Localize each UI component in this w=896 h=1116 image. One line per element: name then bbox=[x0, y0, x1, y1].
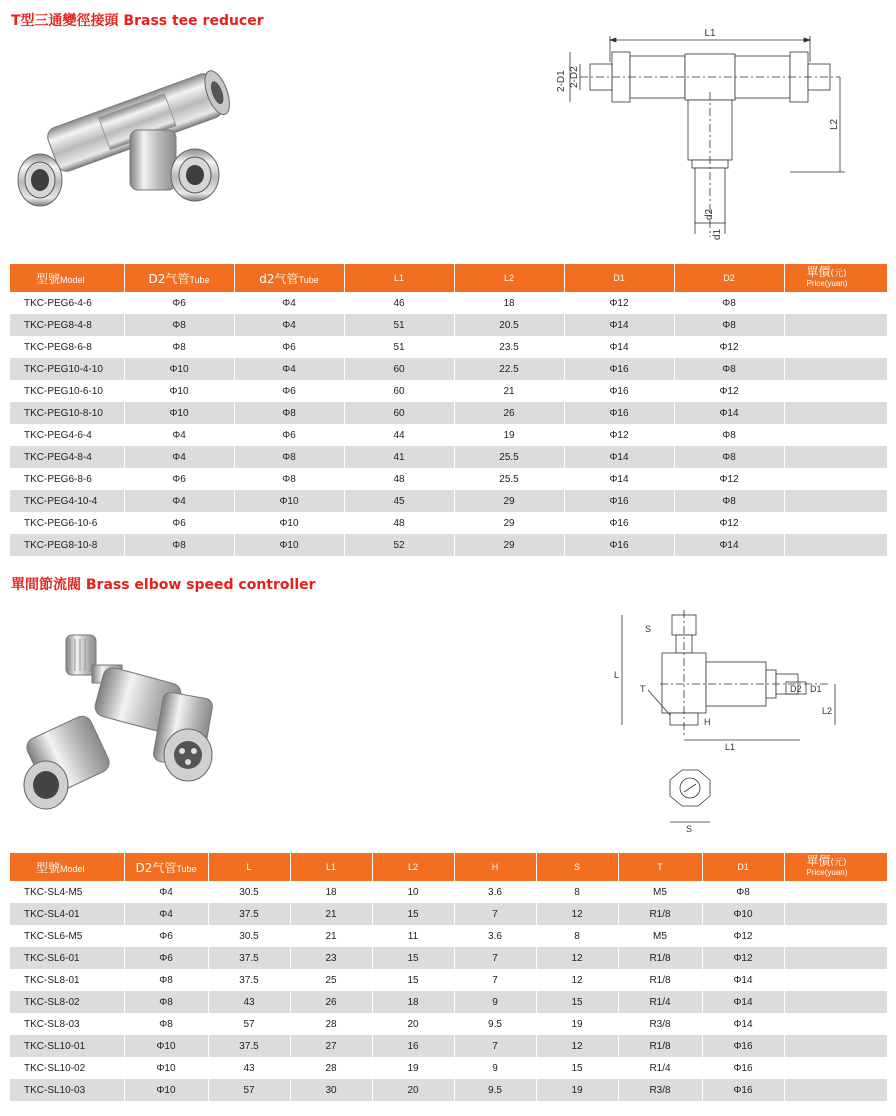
table-cell: 7 bbox=[454, 1035, 536, 1057]
table-cell: Φ6 bbox=[234, 380, 344, 402]
dim-L2: L2 bbox=[829, 118, 840, 130]
table-cell: TKC-SL10-01 bbox=[10, 1035, 124, 1057]
column-header: H bbox=[454, 853, 536, 881]
table-cell: 23.5 bbox=[454, 336, 564, 358]
column-header: 單價(元) Price(yuan) bbox=[784, 853, 887, 881]
table-cell: 43 bbox=[208, 1057, 290, 1079]
table-row bbox=[10, 314, 887, 336]
table-row bbox=[10, 512, 887, 534]
table-cell: Φ8 bbox=[674, 424, 784, 446]
table-cell: 26 bbox=[290, 991, 372, 1013]
table-cell: Φ8 bbox=[674, 292, 784, 314]
table-row bbox=[10, 903, 887, 925]
table-row bbox=[10, 380, 887, 402]
table-cell: Φ6 bbox=[124, 468, 234, 490]
dim-T: T bbox=[640, 684, 646, 694]
table-cell: 37.5 bbox=[208, 903, 290, 925]
table-cell: Φ8 bbox=[234, 402, 344, 424]
dim-L1: L1 bbox=[704, 28, 716, 39]
table-cell: Φ6 bbox=[124, 512, 234, 534]
column-header: 型號Model bbox=[10, 853, 124, 881]
table-cell: Φ4 bbox=[124, 446, 234, 468]
table-cell: 20 bbox=[372, 1079, 454, 1101]
table-header-row bbox=[10, 264, 887, 292]
table-cell bbox=[784, 424, 887, 446]
table-cell: TKC-PEG6-8-6 bbox=[10, 468, 124, 490]
table-cell: 37.5 bbox=[208, 969, 290, 991]
table-cell: Φ8 bbox=[234, 446, 344, 468]
table-cell: Φ8 bbox=[702, 881, 784, 903]
table-cell: Φ8 bbox=[674, 314, 784, 336]
table-cell bbox=[784, 336, 887, 358]
table-cell: M5 bbox=[618, 925, 702, 947]
column-header: T bbox=[618, 853, 702, 881]
table-cell: 25.5 bbox=[454, 446, 564, 468]
table-cell: Φ16 bbox=[564, 534, 674, 556]
table-cell: TKC-PEG10-6-10 bbox=[10, 380, 124, 402]
table-cell: Φ10 bbox=[124, 358, 234, 380]
table-cell bbox=[784, 534, 887, 556]
table-cell: TKC-PEG6-10-6 bbox=[10, 512, 124, 534]
dim-H: H bbox=[704, 717, 711, 727]
column-header: D2 bbox=[674, 264, 784, 292]
table-cell: Φ16 bbox=[564, 402, 674, 424]
table-cell: 23 bbox=[290, 947, 372, 969]
table-cell: 48 bbox=[344, 468, 454, 490]
table-cell bbox=[784, 292, 887, 314]
table-cell: Φ14 bbox=[564, 314, 674, 336]
table-cell: Φ16 bbox=[702, 1079, 784, 1101]
table-cell: 37.5 bbox=[208, 1035, 290, 1057]
table-cell: TKC-PEG8-10-8 bbox=[10, 534, 124, 556]
table-cell: 8 bbox=[536, 925, 618, 947]
table-cell: Φ10 bbox=[124, 1079, 208, 1101]
table-cell: 25.5 bbox=[454, 468, 564, 490]
dim-2D2: 2-D2 bbox=[569, 66, 580, 88]
table-cell: 3.6 bbox=[454, 925, 536, 947]
table-cell bbox=[784, 1057, 887, 1079]
table-cell: 16 bbox=[372, 1035, 454, 1057]
table-cell: TKC-SL6-01 bbox=[10, 947, 124, 969]
table-cell: TKC-SL10-02 bbox=[10, 1057, 124, 1079]
table-cell: 18 bbox=[372, 991, 454, 1013]
dim-D2-sc: D2 bbox=[790, 684, 802, 694]
column-header: 型號Model bbox=[10, 264, 124, 292]
table-cell: Φ8 bbox=[124, 969, 208, 991]
table-cell: 15 bbox=[372, 969, 454, 991]
dim-S-nut: S bbox=[686, 824, 693, 834]
table-cell: 18 bbox=[454, 292, 564, 314]
table-row bbox=[10, 991, 887, 1013]
column-header: d2气管Tube bbox=[234, 264, 344, 292]
table-cell: Φ10 bbox=[124, 1035, 208, 1057]
table-cell: 12 bbox=[536, 969, 618, 991]
speed-controller-table bbox=[10, 853, 888, 1101]
column-header: L1 bbox=[344, 264, 454, 292]
table-row bbox=[10, 402, 887, 424]
table-cell bbox=[784, 925, 887, 947]
table-cell: TKC-SL4-01 bbox=[10, 903, 124, 925]
table-cell: Φ12 bbox=[702, 947, 784, 969]
column-header: L bbox=[208, 853, 290, 881]
table-cell: 9 bbox=[454, 1057, 536, 1079]
table-cell: 45 bbox=[344, 490, 454, 512]
table-cell: 20 bbox=[372, 1013, 454, 1035]
dim-L2-sc: L2 bbox=[822, 706, 833, 716]
table-cell: Φ16 bbox=[564, 380, 674, 402]
table-cell: Φ14 bbox=[564, 468, 674, 490]
table-row bbox=[10, 534, 887, 556]
table-cell: 26 bbox=[454, 402, 564, 424]
section1-title: T型三通變徑接頭 Brass tee reducer bbox=[11, 13, 264, 29]
table-row bbox=[10, 1013, 887, 1035]
table-cell: 7 bbox=[454, 903, 536, 925]
table-row bbox=[10, 881, 887, 903]
section2-title: 單間節流閥 Brass elbow speed controller bbox=[11, 577, 316, 593]
column-header: D2气管Tube bbox=[124, 264, 234, 292]
table-row bbox=[10, 925, 887, 947]
table-cell: Φ8 bbox=[124, 314, 234, 336]
table-cell: Φ6 bbox=[124, 925, 208, 947]
table-cell: 46 bbox=[344, 292, 454, 314]
table-cell: Φ12 bbox=[674, 380, 784, 402]
table-cell: Φ10 bbox=[124, 402, 234, 424]
table-cell: Φ16 bbox=[564, 512, 674, 534]
table-cell: 18 bbox=[290, 881, 372, 903]
table-cell: 9.5 bbox=[454, 1079, 536, 1101]
table-cell: Φ16 bbox=[702, 1035, 784, 1057]
table-cell: Φ4 bbox=[124, 881, 208, 903]
table-cell: Φ10 bbox=[234, 512, 344, 534]
speed-controller-photo bbox=[18, 625, 218, 825]
table-row bbox=[10, 424, 887, 446]
table-cell: 30 bbox=[290, 1079, 372, 1101]
table-cell: R3/8 bbox=[618, 1013, 702, 1035]
column-header: 單價(元) Price(yuan) bbox=[784, 264, 887, 292]
table-cell: 30.5 bbox=[208, 881, 290, 903]
table-cell: TKC-PEG6-4-6 bbox=[10, 292, 124, 314]
table-cell: Φ4 bbox=[234, 358, 344, 380]
tee-reducer-photo bbox=[10, 40, 260, 220]
table-cell: 60 bbox=[344, 380, 454, 402]
table-cell: TKC-PEG8-4-8 bbox=[10, 314, 124, 336]
table-cell bbox=[784, 380, 887, 402]
table-cell bbox=[784, 903, 887, 925]
column-header: D1 bbox=[702, 853, 784, 881]
table-cell: Φ12 bbox=[674, 336, 784, 358]
table-row bbox=[10, 1079, 887, 1101]
table-cell: R1/8 bbox=[618, 903, 702, 925]
column-header: D1 bbox=[564, 264, 674, 292]
table-cell: R1/4 bbox=[618, 1057, 702, 1079]
table-cell: Φ4 bbox=[124, 903, 208, 925]
table-cell: 60 bbox=[344, 402, 454, 424]
table-cell bbox=[784, 446, 887, 468]
table-cell: 12 bbox=[536, 1035, 618, 1057]
table-cell: Φ12 bbox=[674, 468, 784, 490]
column-header: L2 bbox=[372, 853, 454, 881]
table-cell bbox=[784, 402, 887, 424]
table-cell: 21 bbox=[290, 925, 372, 947]
table-cell: 12 bbox=[536, 947, 618, 969]
column-header: D2气管Tube bbox=[124, 853, 208, 881]
table-cell: 15 bbox=[372, 903, 454, 925]
table-cell: 28 bbox=[290, 1013, 372, 1035]
table-cell: TKC-SL4-M5 bbox=[10, 881, 124, 903]
table-cell: Φ8 bbox=[674, 358, 784, 380]
table-cell bbox=[784, 490, 887, 512]
table-cell: Φ12 bbox=[564, 424, 674, 446]
table-cell bbox=[784, 1035, 887, 1057]
table-cell bbox=[784, 881, 887, 903]
table-cell: 10 bbox=[372, 881, 454, 903]
table-cell: 25 bbox=[290, 969, 372, 991]
table-cell: 7 bbox=[454, 969, 536, 991]
table-cell: TKC-SL8-01 bbox=[10, 969, 124, 991]
table-cell: 48 bbox=[344, 512, 454, 534]
table-cell: 29 bbox=[454, 534, 564, 556]
table-cell: 28 bbox=[290, 1057, 372, 1079]
table-cell: 22.5 bbox=[454, 358, 564, 380]
table-cell: TKC-PEG10-8-10 bbox=[10, 402, 124, 424]
table-cell: TKC-PEG4-10-4 bbox=[10, 490, 124, 512]
table-cell: Φ12 bbox=[702, 925, 784, 947]
table-cell: Φ4 bbox=[124, 490, 234, 512]
table-cell: 27 bbox=[290, 1035, 372, 1057]
table-cell: 15 bbox=[536, 991, 618, 1013]
table-cell: Φ14 bbox=[674, 402, 784, 424]
table-row bbox=[10, 1035, 887, 1057]
tee-reducer-drawing bbox=[550, 22, 850, 242]
table-cell: Φ4 bbox=[234, 292, 344, 314]
table-cell: 12 bbox=[536, 903, 618, 925]
table-cell bbox=[784, 969, 887, 991]
table-cell: 21 bbox=[454, 380, 564, 402]
table-cell bbox=[784, 358, 887, 380]
table-cell: Φ14 bbox=[702, 991, 784, 1013]
table-row bbox=[10, 292, 887, 314]
table-cell: Φ10 bbox=[702, 903, 784, 925]
table-cell bbox=[784, 1079, 887, 1101]
table-cell: TKC-PEG8-6-8 bbox=[10, 336, 124, 358]
table-cell: M5 bbox=[618, 881, 702, 903]
dim-D1-sc: D1 bbox=[810, 684, 822, 694]
table-cell: 41 bbox=[344, 446, 454, 468]
table-cell: 11 bbox=[372, 925, 454, 947]
table-cell: 44 bbox=[344, 424, 454, 446]
dim-L1-sc: L1 bbox=[725, 742, 736, 752]
table-row bbox=[10, 969, 887, 991]
table-cell: R3/8 bbox=[618, 1079, 702, 1101]
table-row bbox=[10, 336, 887, 358]
speed-controller-drawing bbox=[600, 610, 850, 840]
table-cell bbox=[784, 1013, 887, 1035]
table-cell: Φ6 bbox=[234, 336, 344, 358]
table-cell: TKC-SL10-03 bbox=[10, 1079, 124, 1101]
table-cell: Φ14 bbox=[674, 534, 784, 556]
table-cell: 19 bbox=[536, 1013, 618, 1035]
column-header: L1 bbox=[290, 853, 372, 881]
table-cell: Φ16 bbox=[564, 358, 674, 380]
table-cell: TKC-SL6-M5 bbox=[10, 925, 124, 947]
table-cell: 29 bbox=[454, 490, 564, 512]
table-row bbox=[10, 1057, 887, 1079]
table-cell: Φ14 bbox=[702, 1013, 784, 1035]
table-cell: 51 bbox=[344, 314, 454, 336]
table-cell: Φ12 bbox=[674, 512, 784, 534]
table-cell: 9.5 bbox=[454, 1013, 536, 1035]
dim-d1: d1 bbox=[712, 228, 723, 240]
table-cell: 19 bbox=[536, 1079, 618, 1101]
table-cell: Φ6 bbox=[234, 424, 344, 446]
table-cell: Φ8 bbox=[674, 446, 784, 468]
table-cell: R1/8 bbox=[618, 969, 702, 991]
table-header-row bbox=[10, 853, 887, 881]
table-cell: Φ10 bbox=[124, 380, 234, 402]
table-cell: Φ16 bbox=[564, 490, 674, 512]
table-cell: TKC-SL8-03 bbox=[10, 1013, 124, 1035]
table-cell: Φ10 bbox=[234, 490, 344, 512]
table-cell: Φ4 bbox=[234, 314, 344, 336]
table-cell: Φ14 bbox=[702, 969, 784, 991]
table-cell: TKC-SL8-02 bbox=[10, 991, 124, 1013]
tee-reducer-table bbox=[10, 264, 888, 556]
table-cell: 7 bbox=[454, 947, 536, 969]
table-cell: 3.6 bbox=[454, 881, 536, 903]
table-cell: 57 bbox=[208, 1079, 290, 1101]
table-cell: R1/8 bbox=[618, 947, 702, 969]
table-cell: Φ14 bbox=[564, 336, 674, 358]
table-cell: 15 bbox=[372, 947, 454, 969]
table-cell: Φ8 bbox=[124, 534, 234, 556]
table-cell: 19 bbox=[454, 424, 564, 446]
table-cell: Φ16 bbox=[702, 1057, 784, 1079]
table-cell: TKC-PEG10-4-10 bbox=[10, 358, 124, 380]
column-header: L2 bbox=[454, 264, 564, 292]
table-cell: 8 bbox=[536, 881, 618, 903]
table-row bbox=[10, 490, 887, 512]
table-cell: 15 bbox=[536, 1057, 618, 1079]
table-cell bbox=[784, 991, 887, 1013]
table-cell: Φ4 bbox=[124, 424, 234, 446]
table-cell: 57 bbox=[208, 1013, 290, 1035]
table-cell: Φ8 bbox=[674, 490, 784, 512]
table-cell: 19 bbox=[372, 1057, 454, 1079]
table-cell: TKC-PEG4-8-4 bbox=[10, 446, 124, 468]
table-row bbox=[10, 468, 887, 490]
table-cell: R1/4 bbox=[618, 991, 702, 1013]
table-cell: TKC-PEG4-6-4 bbox=[10, 424, 124, 446]
table-cell: Φ8 bbox=[124, 1013, 208, 1035]
table-cell: 51 bbox=[344, 336, 454, 358]
dim-S: S bbox=[645, 624, 652, 634]
dim-2D1: 2-D1 bbox=[556, 70, 567, 92]
table-cell: 20.5 bbox=[454, 314, 564, 336]
table-cell: Φ6 bbox=[124, 947, 208, 969]
table-cell: 21 bbox=[290, 903, 372, 925]
table-cell: 52 bbox=[344, 534, 454, 556]
table-cell: 43 bbox=[208, 991, 290, 1013]
table-cell bbox=[784, 512, 887, 534]
table-cell: Φ10 bbox=[234, 534, 344, 556]
dim-L: L bbox=[614, 670, 620, 680]
table-cell bbox=[784, 314, 887, 336]
table-cell: 37.5 bbox=[208, 947, 290, 969]
dim-d2: d2 bbox=[704, 208, 715, 220]
column-header: S bbox=[536, 853, 618, 881]
table-cell: 29 bbox=[454, 512, 564, 534]
table-cell: Φ14 bbox=[564, 446, 674, 468]
table-cell: R1/8 bbox=[618, 1035, 702, 1057]
table-cell: Φ8 bbox=[124, 991, 208, 1013]
table-cell: Φ8 bbox=[234, 468, 344, 490]
table-cell bbox=[784, 468, 887, 490]
table-cell: 9 bbox=[454, 991, 536, 1013]
table-row bbox=[10, 358, 887, 380]
table-cell bbox=[784, 947, 887, 969]
table-cell: Φ8 bbox=[124, 336, 234, 358]
table-row bbox=[10, 947, 887, 969]
table-row bbox=[10, 446, 887, 468]
table-cell: 60 bbox=[344, 358, 454, 380]
table-cell: Φ12 bbox=[564, 292, 674, 314]
table-cell: Φ6 bbox=[124, 292, 234, 314]
table-cell: 30.5 bbox=[208, 925, 290, 947]
table-cell: Φ10 bbox=[124, 1057, 208, 1079]
